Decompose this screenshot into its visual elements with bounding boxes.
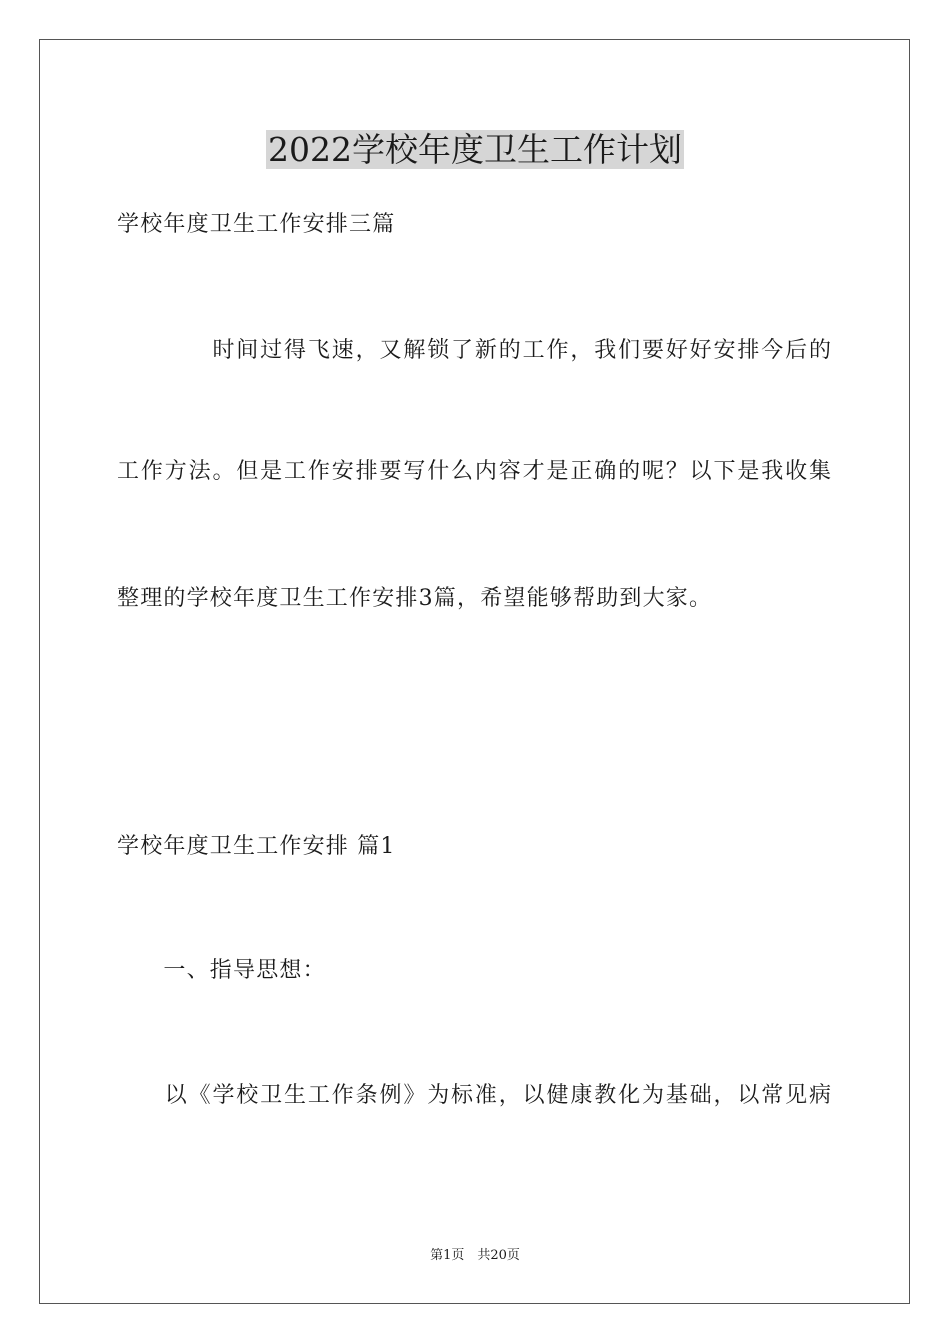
intro-line-3: 整理的学校年度卫生工作安排3篇，希望能够帮助到大家。 <box>117 586 713 611</box>
intro-line-1: 时间过得飞速，又解锁了新的工作，我们要好好安排今后的 <box>117 338 831 363</box>
page-footer: 第1页 共20页 <box>430 1248 520 1263</box>
document-subtitle: 学校年度卫生工作安排三篇 <box>117 212 396 237</box>
document-title <box>0 128 950 172</box>
document-title-text: 2022学校年度卫生工作计划 <box>268 130 682 169</box>
section-heading: 学校年度卫生工作安排 篇1 <box>117 834 396 859</box>
body-paragraph-line: 以《学校卫生工作条例》为标准，以健康教化为基础，以常见病 <box>117 1083 831 1108</box>
item-heading: 一、指导思想： <box>117 958 326 983</box>
intro-line-2: 工作方法。但是工作安排要写什么内容才是正确的呢？以下是我收集 <box>117 459 831 484</box>
